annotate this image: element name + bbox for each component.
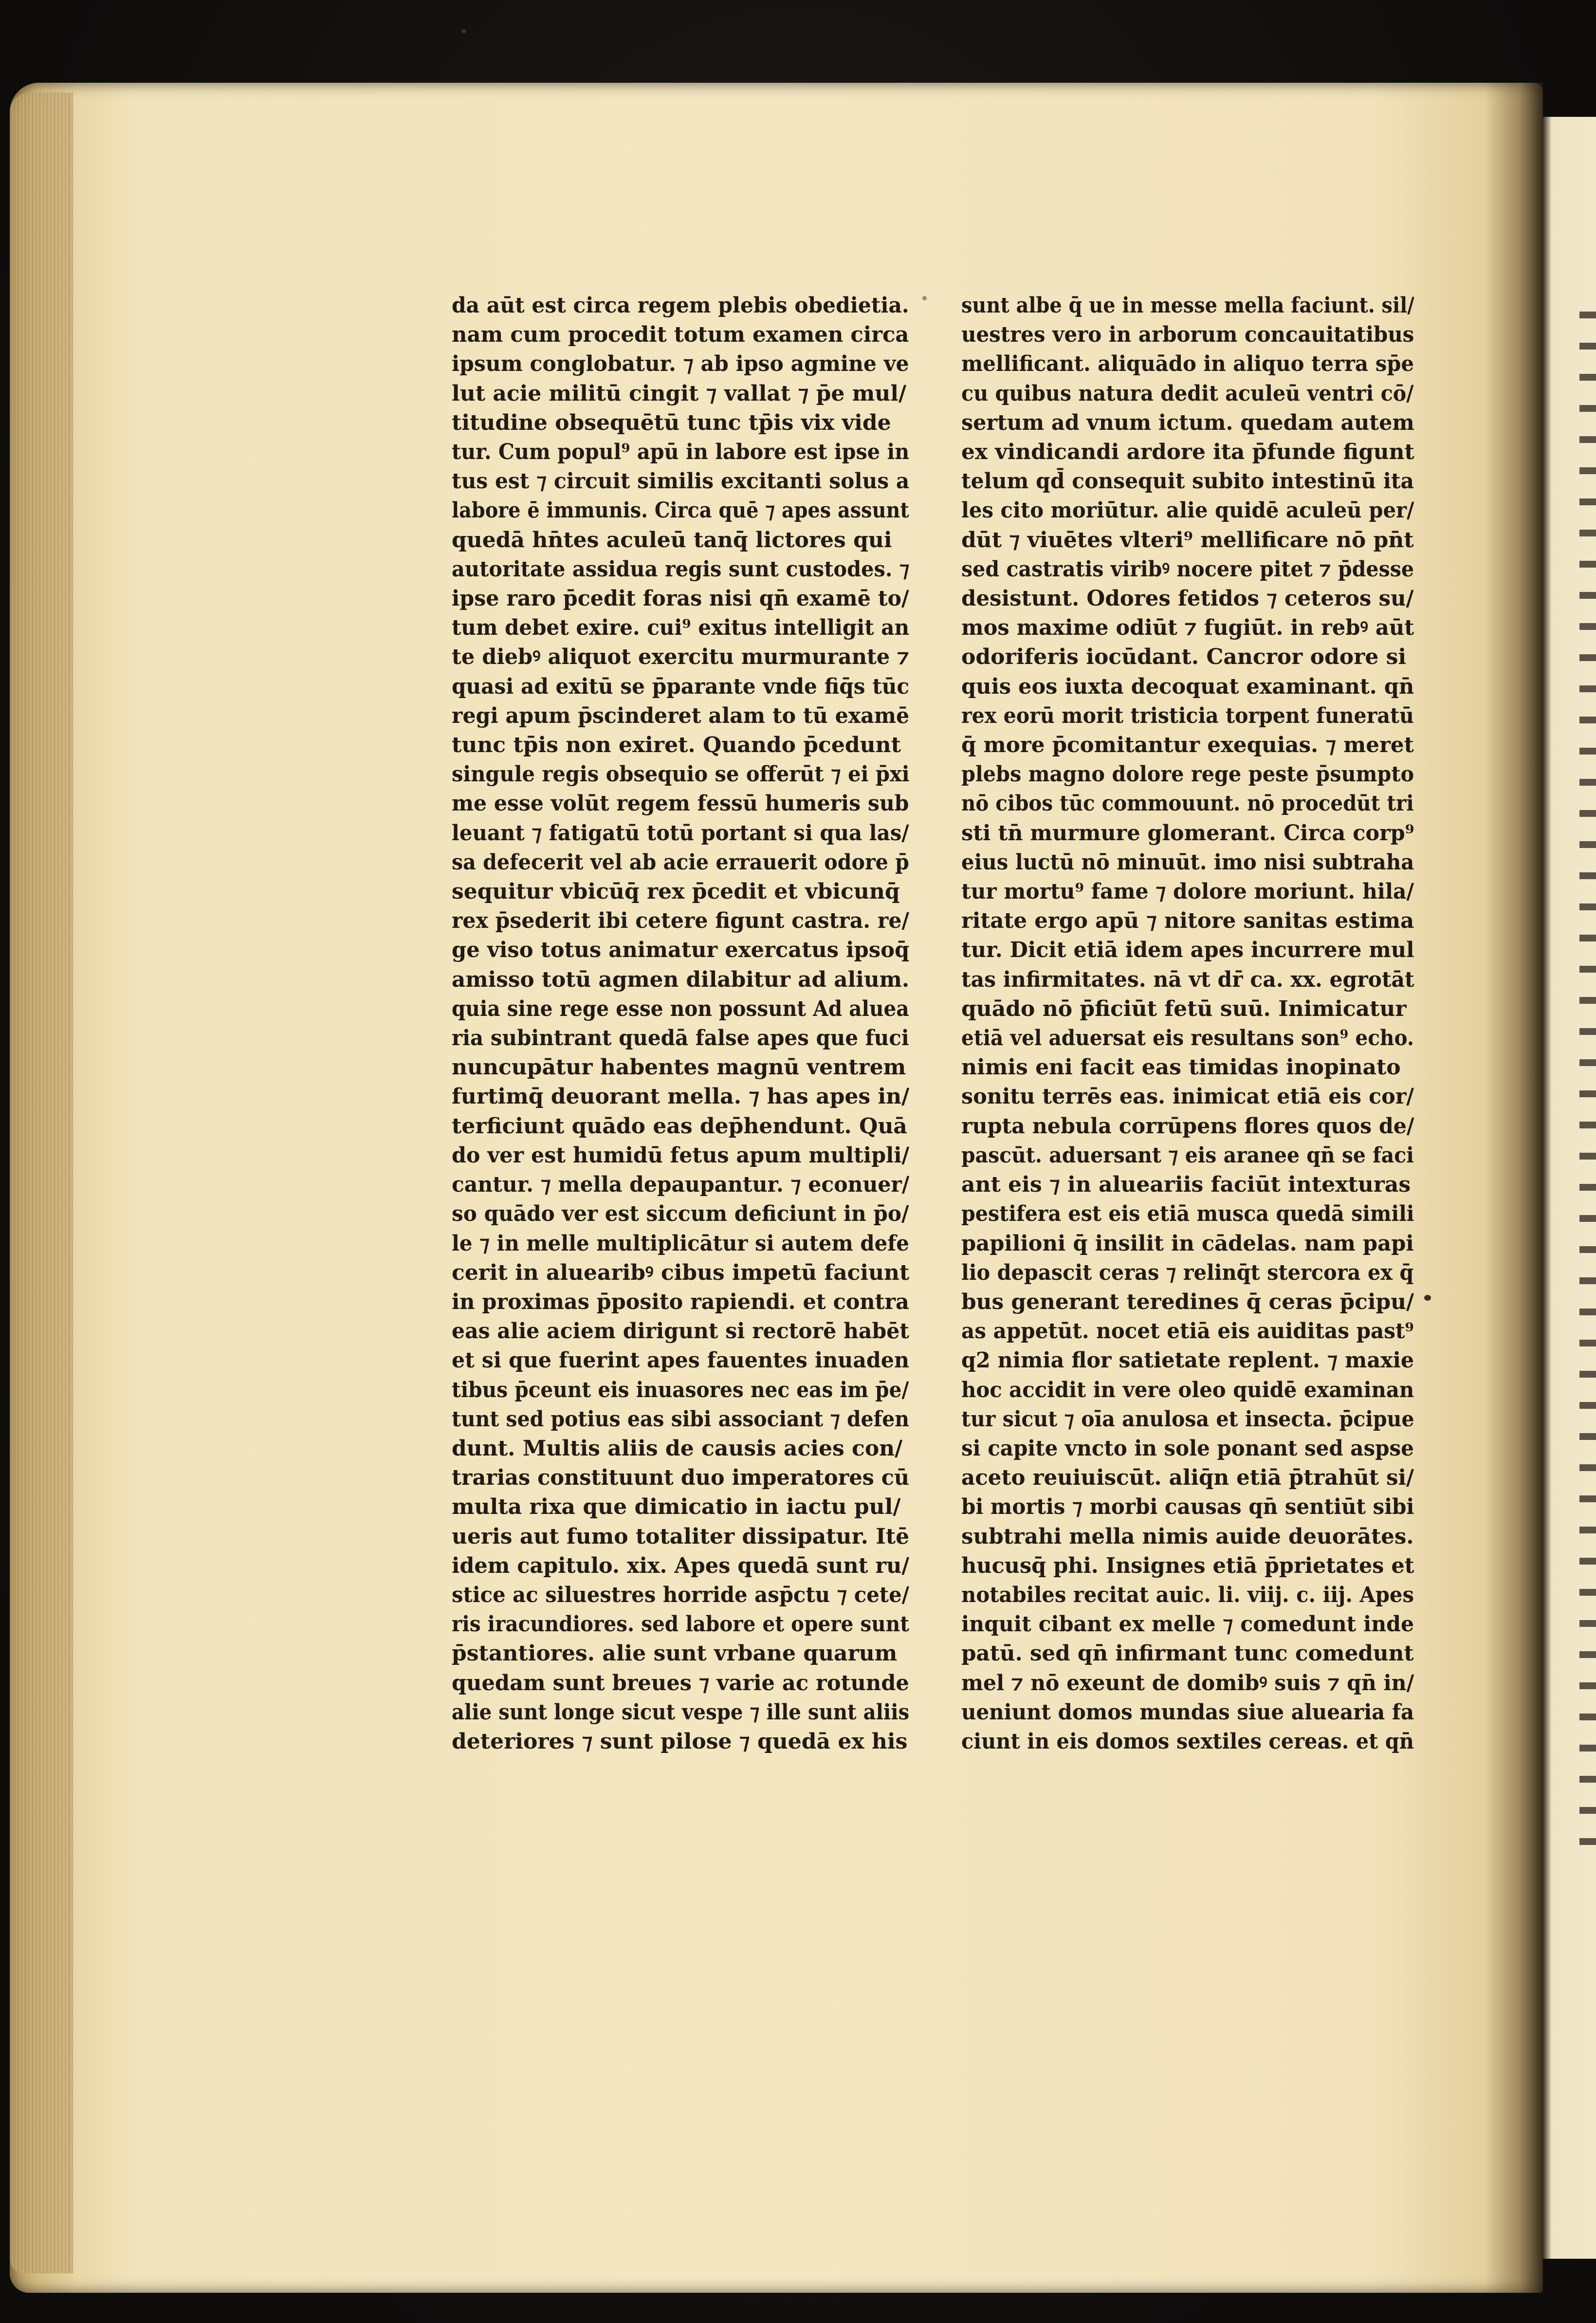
facing-page-text-fragment (1579, 312, 1596, 1860)
text-line: tas infirmitates. nā vt dr̄ ca. xx. egrotāt (961, 967, 1414, 992)
text-line: te diebꝰ aliquot exercitu murmurante ⁊ (452, 645, 909, 670)
text-line: ant eis ⁊ in alueariis faciūt intexturas (961, 1172, 1411, 1198)
page-edge-stack (10, 92, 73, 2273)
text-line: ritate ergo apū ⁊ nitore sanitas estima (961, 908, 1414, 934)
text-line: aceto reuiuiscūt. aliq̄n etiā p̄trahūt si/ (961, 1465, 1414, 1491)
text-line: etiā vel aduersat eis resultans son⁹ echo. (961, 1026, 1414, 1051)
text-line: do ver est humidū fetus apum multipli/ (452, 1143, 909, 1168)
text-line: tur sicut ⁊ oīa anulosa et insecta. p̄cipue (961, 1406, 1414, 1432)
text-line: lio depascit ceras ⁊ relinq̄t stercora ex q̄ (961, 1260, 1414, 1285)
text-line: tum debet exire. cui⁹ exitus intelligit an (452, 615, 909, 641)
text-line: amisso totū agmen dilabitur ad alium. (452, 967, 910, 992)
ink-speck (461, 29, 466, 33)
text-line: bi mortis ⁊ morbi causas qn̄ sentiūt sibi (961, 1494, 1414, 1520)
text-line: furtimq̄ deuorant mella. ⁊ has apes in/ (452, 1084, 909, 1109)
text-line: dunt. Multis aliis de causis acies con/ (452, 1436, 903, 1461)
text-line: regi apum p̄scinderet alam to tū examē (452, 703, 909, 728)
text-line: desistunt. Odores fetidos ⁊ ceteros su/ (961, 586, 1414, 611)
text-line: terficiunt quādo eas dep̄hendunt. Quā (452, 1113, 907, 1139)
text-line: quasi ad exitū se p̄parante vnde fiq̄s tūc (452, 674, 909, 699)
text-line: ciunt in eis domos sextiles cereas. et qn̄ (961, 1729, 1414, 1754)
text-line: alie sunt longe sicut vespe ⁊ ille sunt aliis (452, 1699, 910, 1725)
text-line: plebs magno dolore rege peste p̄sumpto (961, 762, 1414, 787)
text-line: singule regis obsequio se offerūt ⁊ ei p̄xi (452, 762, 910, 787)
text-line: rex p̄sederit ibi cetere figunt castra. re/ (452, 908, 909, 934)
text-line: ipsum conglobatur. ⁊ ab ipso agmine ve (452, 351, 909, 377)
text-line: deteriores ⁊ sunt pilose ⁊ quedā ex his (452, 1729, 908, 1754)
running-head (730, 195, 983, 239)
text-line: sti tn̄ murmure glomerant. Circa corp⁹ (961, 820, 1414, 846)
text-line: mos maxime odiūt ⁊ fugiūt. in rebꝰ aūt (961, 615, 1414, 641)
text-line: sertum ad vnum ictum. quedam autem (961, 410, 1414, 435)
text-line: nimis eni facit eas timidas inopinato (961, 1055, 1401, 1080)
text-line: cerit in aluearibꝰ cibus impetū faciunt (452, 1260, 910, 1285)
text-line: odoriferis iocūdant. Cancror odore si (961, 645, 1407, 670)
text-line: rupta nebula corrūpens flores quos de/ (961, 1113, 1414, 1139)
text-line: ueris aut fumo totaliter dissipatur. Itē (452, 1524, 910, 1549)
text-line: et si que fuerint apes fauentes inuaden (452, 1348, 909, 1373)
text-line: ex vindicandi ardore ita p̄funde figunt (961, 440, 1414, 465)
text-line: q̄ more p̄comitantur exequias. ⁊ meret (961, 733, 1414, 758)
text-line: mellificant. aliquādo in aliquo terra sp̄e (961, 351, 1414, 377)
text-line: ris iracundiores. sed labore et opere sunt (452, 1612, 909, 1637)
text-line: notabiles recitat auic. li. viij. c. iij. Apes (961, 1582, 1414, 1607)
text-line: me esse volūt regem fessū humeris sub (452, 791, 909, 816)
text-line: nam cum procedit totum examen circa (452, 322, 909, 348)
text-line: pascūt. aduersant ⁊ eis aranee qn̄ se faci (961, 1143, 1414, 1168)
text-line: dūt ⁊ viuētes vlteri⁹ mellificare nō pn̄t (961, 527, 1414, 553)
text-line: quis eos iuxta decoquat examinant. qn̄ (961, 674, 1414, 699)
text-line: telum qd̄ consequit subito intestinū ita (961, 469, 1414, 494)
text-line: patū. sed qn̄ infirmant tunc comedunt (961, 1641, 1414, 1666)
text-line: eas alie aciem dirigunt si rectorē habēt (452, 1319, 909, 1344)
text-line: tunc tp̄is non exiret. Quando p̄cedunt (452, 733, 901, 758)
text-line: sequitur vbicūq̄ rex p̄cedit et vbicunq̄ (452, 879, 900, 904)
text-line: in proximas p̄posito rapiendi. et contra (452, 1289, 909, 1314)
text-line: lut acie militū cingit ⁊ vallat ⁊ p̄e mul/ (452, 381, 907, 406)
text-line: tunt sed potius eas sibi associant ⁊ defen (452, 1406, 910, 1432)
text-line: quādo nō p̄ficiūt fetū suū. Inimicatur (961, 996, 1407, 1021)
text-line: nō cibos tūc commouunt. nō procedūt tri (961, 791, 1414, 816)
text-line: as appetūt. nocet etiā eis auiditas past⁹ (961, 1319, 1414, 1344)
text-line: inquit cibant ex melle ⁊ comedunt inde (961, 1612, 1414, 1637)
text-line: ueniunt domos mundas siue aluearia fa (961, 1699, 1414, 1725)
text-line: q2 nimia flor satietate replent. ⁊ maxie (961, 1348, 1414, 1373)
text-line: ria subintrant quedā false apes que fuci (452, 1026, 909, 1051)
text-line: sed castratis viribꝰ nocere pitet ⁊ p̄desse (961, 556, 1414, 582)
text-line: uestres vero in arborum concauitatibus (961, 322, 1414, 348)
text-line: tibus p̄ceunt eis inuasores nec eas im p̄e/ (452, 1377, 909, 1402)
text-line: quedā hn̄tes aculeū tanq̄ lictores qui (452, 527, 892, 553)
text-line: idem capitulo. xix. Apes quedā sunt ru/ (452, 1553, 909, 1578)
text-line: bus generant teredines q̄ ceras p̄cipu/ (961, 1289, 1414, 1314)
text-line: so quādo ver est siccum deficiunt in p̄o/ (452, 1201, 909, 1227)
text-line: tur. Cum popul⁹ apū in labore est ipse in (452, 440, 909, 465)
text-line: les cito moriūtur. alie quidē aculeū per/ (961, 498, 1414, 523)
text-line: le ⁊ in melle multiplicātur si autem defe (452, 1231, 909, 1256)
text-line: eius luctū nō minuūt. imo nisi subtraha (961, 849, 1414, 875)
text-line: stice ac siluestres horride asp̄ctu ⁊ cete/ (452, 1582, 909, 1607)
text-line: ge viso totus animatur exercatus ipsoq̄ (452, 938, 909, 963)
text-line: hucusq̄ phi. Insignes etiā p̄prietates et (961, 1553, 1414, 1578)
text-line: trarias constituunt duo imperatores cū (452, 1465, 909, 1491)
text-line: cantur. ⁊ mella depaupantur. ⁊ econuer/ (452, 1172, 909, 1198)
text-line: subtrahi mella nimis auide deuorātes. (961, 1524, 1414, 1549)
text-column-right (961, 291, 1414, 1756)
text-line: da aūt est circa regem plebis obedietia. (452, 293, 909, 318)
text-line: sunt albe q̄ ue in messe mella faciunt. sil/ (961, 293, 1414, 318)
ink-speck (1424, 1295, 1431, 1301)
text-line: tus est ⁊ circuit similis excitanti solus a (452, 469, 909, 494)
ink-speck (922, 296, 927, 300)
text-line: leuant ⁊ fatigatū totū portant si qua las/ (452, 820, 909, 846)
text-line: ipse raro p̄cedit foras nisi qn̄ examē to/ (452, 586, 909, 611)
text-line: papilioni q̄ insilit in cādelas. nam papi (961, 1231, 1414, 1256)
text-line: p̄stantiores. alie sunt vrbane quarum (452, 1641, 898, 1666)
text-line: mel ⁊ nō exeunt de domibꝰ suis ⁊ qn̄ in/ (961, 1670, 1414, 1696)
text-line: tur. Dicit etiā idem apes incurrere mul (961, 938, 1414, 963)
text-line: quedam sunt breues ⁊ varie ac rotunde (452, 1670, 909, 1696)
text-line: quia sine rege esse non possunt Ad aluea (452, 996, 909, 1021)
book-gutter-shadow (1485, 83, 1543, 2293)
text-line: cu quibus natura dedit aculeū ventri cō/ (961, 381, 1414, 406)
text-line: sonitu terrēs eas. inimicat etiā eis cor/ (961, 1084, 1414, 1109)
text-line: nuncupātur habentes magnū ventrem (452, 1055, 906, 1080)
text-line: hoc accidit in vere oleo quidē examinan (961, 1377, 1414, 1402)
text-line: labore ē immunis. Circa quē ⁊ apes assunt (452, 498, 909, 523)
text-line: sa defecerit vel ab acie errauerit odore p̄ (452, 849, 909, 875)
text-line: titudine obsequētū tunc tp̄is vix vide (452, 410, 891, 435)
text-line: tur mortu⁹ fame ⁊ dolore moriunt. hila/ (961, 879, 1414, 904)
text-line: pestifera est eis etiā musca quedā simili (961, 1201, 1414, 1227)
text-line: multa rixa que dimicatio in iactu pul/ (452, 1494, 901, 1520)
text-line: autoritate assidua regis sunt custodes. ⁊ (452, 556, 910, 582)
text-line: rex eorū morit tristicia torpent funeratū (961, 703, 1414, 728)
text-line: si capite vncto in sole ponant sed aspse (961, 1436, 1414, 1461)
text-column-left (452, 291, 909, 1756)
